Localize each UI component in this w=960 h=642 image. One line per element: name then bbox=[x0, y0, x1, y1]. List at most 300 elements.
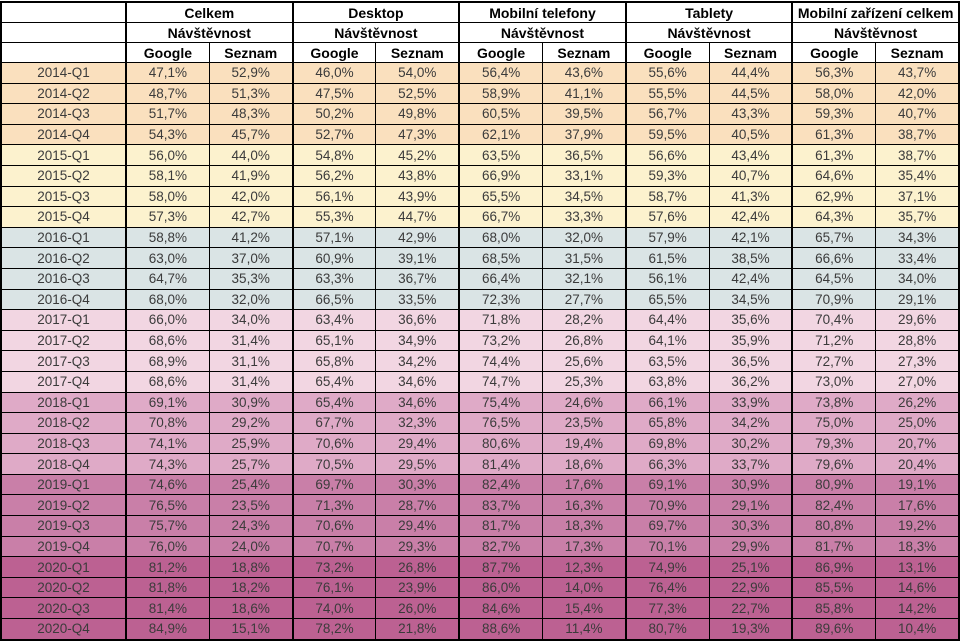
value-cell: 43,6% bbox=[542, 63, 625, 84]
value-cell: 34,2% bbox=[376, 351, 459, 372]
value-cell: 23,5% bbox=[209, 495, 292, 516]
value-cell: 64,3% bbox=[792, 207, 875, 228]
row-label: 2014-Q3 bbox=[1, 104, 126, 125]
value-cell: 36,7% bbox=[376, 268, 459, 289]
value-cell: 44,5% bbox=[709, 83, 792, 104]
value-cell: 54,3% bbox=[126, 124, 209, 145]
value-cell: 74,1% bbox=[126, 433, 209, 454]
value-cell: 56,1% bbox=[626, 268, 709, 289]
value-cell: 20,4% bbox=[876, 454, 959, 475]
value-cell: 58,0% bbox=[792, 83, 875, 104]
value-cell: 18,2% bbox=[209, 577, 292, 598]
table-row bbox=[1, 104, 959, 125]
value-cell: 29,4% bbox=[376, 433, 459, 454]
value-cell: 84,9% bbox=[126, 619, 209, 640]
value-cell: 65,8% bbox=[293, 351, 376, 372]
value-cell: 29,5% bbox=[376, 454, 459, 475]
value-cell: 13,1% bbox=[876, 557, 959, 578]
value-cell: 63,3% bbox=[293, 268, 376, 289]
value-cell: 18,6% bbox=[209, 598, 292, 619]
value-cell: 17,6% bbox=[876, 495, 959, 516]
value-cell: 47,3% bbox=[376, 124, 459, 145]
value-cell: 70,5% bbox=[293, 454, 376, 475]
value-cell: 42,1% bbox=[709, 227, 792, 248]
value-cell: 85,5% bbox=[792, 577, 875, 598]
value-cell: 24,6% bbox=[542, 392, 625, 413]
value-cell: 25,1% bbox=[709, 557, 792, 578]
value-cell: 34,5% bbox=[709, 289, 792, 310]
value-cell: 41,1% bbox=[542, 83, 625, 104]
engine-header-google: Google bbox=[792, 43, 875, 63]
value-cell: 81,7% bbox=[792, 536, 875, 557]
value-cell: 57,1% bbox=[293, 227, 376, 248]
value-cell: 18,8% bbox=[209, 557, 292, 578]
value-cell: 36,5% bbox=[709, 351, 792, 372]
engine-header-google: Google bbox=[459, 43, 542, 63]
value-cell: 28,2% bbox=[542, 310, 625, 331]
value-cell: 35,7% bbox=[876, 207, 959, 228]
value-cell: 70,6% bbox=[293, 516, 376, 537]
row-label: 2014-Q2 bbox=[1, 83, 126, 104]
value-cell: 80,7% bbox=[626, 619, 709, 640]
value-cell: 71,3% bbox=[293, 495, 376, 516]
value-cell: 50,2% bbox=[293, 104, 376, 125]
value-cell: 69,7% bbox=[626, 516, 709, 537]
value-cell: 69,1% bbox=[126, 392, 209, 413]
value-cell: 29,1% bbox=[876, 289, 959, 310]
row-label: 2015-Q3 bbox=[1, 186, 126, 207]
value-cell: 80,6% bbox=[459, 433, 542, 454]
value-cell: 24,0% bbox=[209, 536, 292, 557]
value-cell: 25,0% bbox=[876, 413, 959, 434]
value-cell: 79,6% bbox=[792, 454, 875, 475]
table-row bbox=[1, 413, 959, 434]
value-cell: 65,5% bbox=[626, 289, 709, 310]
value-cell: 81,7% bbox=[459, 516, 542, 537]
table-row bbox=[1, 310, 959, 331]
value-cell: 43,9% bbox=[376, 186, 459, 207]
value-cell: 43,4% bbox=[709, 145, 792, 166]
value-cell: 68,9% bbox=[126, 351, 209, 372]
value-cell: 79,3% bbox=[792, 433, 875, 454]
value-cell: 38,7% bbox=[876, 145, 959, 166]
value-cell: 30,2% bbox=[709, 433, 792, 454]
row-label: 2014-Q1 bbox=[1, 63, 126, 84]
value-cell: 48,7% bbox=[126, 83, 209, 104]
value-cell: 52,5% bbox=[376, 83, 459, 104]
value-cell: 41,3% bbox=[709, 186, 792, 207]
value-cell: 30,9% bbox=[209, 392, 292, 413]
value-cell: 64,4% bbox=[626, 310, 709, 331]
value-cell: 32,1% bbox=[542, 268, 625, 289]
row-label: 2015-Q1 bbox=[1, 145, 126, 166]
value-cell: 71,2% bbox=[792, 330, 875, 351]
row-label: 2018-Q2 bbox=[1, 413, 126, 434]
value-cell: 27,0% bbox=[876, 371, 959, 392]
value-cell: 82,7% bbox=[459, 536, 542, 557]
value-cell: 69,8% bbox=[626, 433, 709, 454]
value-cell: 76,5% bbox=[459, 413, 542, 434]
value-cell: 51,7% bbox=[126, 104, 209, 125]
value-cell: 26,8% bbox=[376, 557, 459, 578]
value-cell: 58,0% bbox=[126, 186, 209, 207]
value-cell: 22,9% bbox=[709, 577, 792, 598]
value-cell: 33,9% bbox=[709, 392, 792, 413]
table-row bbox=[1, 124, 959, 145]
table-row bbox=[1, 248, 959, 269]
row-label: 2017-Q2 bbox=[1, 330, 126, 351]
table-row bbox=[1, 392, 959, 413]
row-label: 2020-Q4 bbox=[1, 619, 126, 640]
table-row bbox=[1, 474, 959, 495]
value-cell: 73,8% bbox=[792, 392, 875, 413]
value-cell: 14,2% bbox=[876, 598, 959, 619]
value-cell: 17,3% bbox=[542, 536, 625, 557]
value-cell: 30,3% bbox=[709, 516, 792, 537]
row-label: 2019-Q2 bbox=[1, 495, 126, 516]
value-cell: 54,8% bbox=[293, 145, 376, 166]
value-cell: 77,3% bbox=[626, 598, 709, 619]
value-cell: 58,1% bbox=[126, 165, 209, 186]
value-cell: 14,6% bbox=[876, 577, 959, 598]
value-cell: 74,6% bbox=[126, 474, 209, 495]
value-cell: 59,5% bbox=[626, 124, 709, 145]
value-cell: 61,3% bbox=[792, 124, 875, 145]
value-cell: 74,9% bbox=[626, 557, 709, 578]
value-cell: 65,1% bbox=[293, 330, 376, 351]
value-cell: 37,9% bbox=[542, 124, 625, 145]
value-cell: 72,7% bbox=[792, 351, 875, 372]
value-cell: 16,3% bbox=[542, 495, 625, 516]
table-header bbox=[1, 2, 959, 63]
value-cell: 28,7% bbox=[376, 495, 459, 516]
value-cell: 19,4% bbox=[542, 433, 625, 454]
value-cell: 81,4% bbox=[126, 598, 209, 619]
value-cell: 65,5% bbox=[459, 186, 542, 207]
value-cell: 36,2% bbox=[709, 371, 792, 392]
value-cell: 56,6% bbox=[626, 145, 709, 166]
value-cell: 39,5% bbox=[542, 104, 625, 125]
value-cell: 72,3% bbox=[459, 289, 542, 310]
value-cell: 38,7% bbox=[876, 124, 959, 145]
engine-header-seznam: Seznam bbox=[542, 43, 625, 63]
value-cell: 20,7% bbox=[876, 433, 959, 454]
subheader-navstevnost: Návštěvnost bbox=[293, 23, 460, 43]
row-label: 2020-Q2 bbox=[1, 577, 126, 598]
value-cell: 35,4% bbox=[876, 165, 959, 186]
value-cell: 23,5% bbox=[542, 413, 625, 434]
value-cell: 43,7% bbox=[876, 63, 959, 84]
value-cell: 52,9% bbox=[209, 63, 292, 84]
value-cell: 70,9% bbox=[792, 289, 875, 310]
group-header-desktop: Desktop bbox=[293, 2, 460, 23]
row-label: 2017-Q4 bbox=[1, 371, 126, 392]
row-label: 2018-Q3 bbox=[1, 433, 126, 454]
value-cell: 36,6% bbox=[376, 310, 459, 331]
value-cell: 68,5% bbox=[459, 248, 542, 269]
engine-header-google: Google bbox=[626, 43, 709, 63]
value-cell: 42,7% bbox=[209, 207, 292, 228]
value-cell: 76,1% bbox=[293, 577, 376, 598]
value-cell: 42,9% bbox=[376, 227, 459, 248]
subheader-navstevnost: Návštěvnost bbox=[126, 23, 293, 43]
value-cell: 70,8% bbox=[126, 413, 209, 434]
value-cell: 56,7% bbox=[626, 104, 709, 125]
value-cell: 40,7% bbox=[876, 104, 959, 125]
value-cell: 58,9% bbox=[459, 83, 542, 104]
value-cell: 65,4% bbox=[293, 392, 376, 413]
value-cell: 29,6% bbox=[876, 310, 959, 331]
corner-cell bbox=[1, 2, 126, 23]
value-cell: 25,7% bbox=[209, 454, 292, 475]
value-cell: 33,7% bbox=[709, 454, 792, 475]
value-cell: 59,3% bbox=[792, 104, 875, 125]
value-cell: 84,6% bbox=[459, 598, 542, 619]
value-cell: 73,0% bbox=[792, 371, 875, 392]
value-cell: 67,7% bbox=[293, 413, 376, 434]
group-header-mobilni-zarizeni-celkem: Mobilní zařízení celkem bbox=[792, 2, 959, 23]
value-cell: 56,2% bbox=[293, 165, 376, 186]
table-row bbox=[1, 495, 959, 516]
engine-header-seznam: Seznam bbox=[709, 43, 792, 63]
value-cell: 82,4% bbox=[792, 495, 875, 516]
value-cell: 61,5% bbox=[626, 248, 709, 269]
row-label: 2019-Q3 bbox=[1, 516, 126, 537]
value-cell: 80,8% bbox=[792, 516, 875, 537]
table-row bbox=[1, 454, 959, 475]
value-cell: 83,7% bbox=[459, 495, 542, 516]
value-cell: 48,3% bbox=[209, 104, 292, 125]
value-cell: 18,3% bbox=[876, 536, 959, 557]
engine-header-google: Google bbox=[126, 43, 209, 63]
value-cell: 25,6% bbox=[542, 351, 625, 372]
table-row bbox=[1, 268, 959, 289]
value-cell: 41,2% bbox=[209, 227, 292, 248]
value-cell: 87,7% bbox=[459, 557, 542, 578]
table-row bbox=[1, 598, 959, 619]
value-cell: 45,7% bbox=[209, 124, 292, 145]
value-cell: 45,2% bbox=[376, 145, 459, 166]
engine-header-seznam: Seznam bbox=[209, 43, 292, 63]
value-cell: 25,3% bbox=[542, 371, 625, 392]
value-cell: 58,7% bbox=[626, 186, 709, 207]
value-cell: 68,0% bbox=[126, 289, 209, 310]
row-label: 2016-Q3 bbox=[1, 268, 126, 289]
table-row bbox=[1, 63, 959, 84]
value-cell: 15,1% bbox=[209, 619, 292, 640]
value-cell: 70,9% bbox=[626, 495, 709, 516]
value-cell: 73,2% bbox=[293, 557, 376, 578]
subheader-navstevnost: Návštěvnost bbox=[626, 23, 793, 43]
value-cell: 43,8% bbox=[376, 165, 459, 186]
value-cell: 85,8% bbox=[792, 598, 875, 619]
value-cell: 58,8% bbox=[126, 227, 209, 248]
row-label: 2020-Q3 bbox=[1, 598, 126, 619]
value-cell: 66,7% bbox=[459, 207, 542, 228]
group-header-tablety: Tablety bbox=[626, 2, 793, 23]
table-row bbox=[1, 516, 959, 537]
row-label: 2020-Q1 bbox=[1, 557, 126, 578]
value-cell: 34,9% bbox=[376, 330, 459, 351]
value-cell: 35,6% bbox=[709, 310, 792, 331]
value-cell: 15,4% bbox=[542, 598, 625, 619]
value-cell: 24,3% bbox=[209, 516, 292, 537]
group-header-mobilni-telefony: Mobilní telefony bbox=[459, 2, 626, 23]
value-cell: 89,6% bbox=[792, 619, 875, 640]
value-cell: 34,0% bbox=[209, 310, 292, 331]
value-cell: 86,0% bbox=[459, 577, 542, 598]
value-cell: 39,1% bbox=[376, 248, 459, 269]
value-cell: 34,0% bbox=[876, 268, 959, 289]
value-cell: 62,9% bbox=[792, 186, 875, 207]
value-cell: 22,7% bbox=[709, 598, 792, 619]
value-cell: 56,4% bbox=[459, 63, 542, 84]
group-header-row bbox=[1, 2, 959, 23]
value-cell: 12,3% bbox=[542, 557, 625, 578]
value-cell: 34,6% bbox=[376, 371, 459, 392]
value-cell: 42,0% bbox=[876, 83, 959, 104]
value-cell: 81,2% bbox=[126, 557, 209, 578]
row-label: 2016-Q1 bbox=[1, 227, 126, 248]
value-cell: 75,7% bbox=[126, 516, 209, 537]
value-cell: 55,5% bbox=[626, 83, 709, 104]
value-cell: 42,4% bbox=[709, 207, 792, 228]
table-row bbox=[1, 207, 959, 228]
value-cell: 76,0% bbox=[126, 536, 209, 557]
value-cell: 32,0% bbox=[542, 227, 625, 248]
group-header-celkem: Celkem bbox=[126, 2, 293, 23]
value-cell: 10,4% bbox=[876, 619, 959, 640]
value-cell: 29,2% bbox=[209, 413, 292, 434]
value-cell: 23,9% bbox=[376, 577, 459, 598]
row-label: 2017-Q3 bbox=[1, 351, 126, 372]
value-cell: 63,5% bbox=[626, 351, 709, 372]
row-label: 2019-Q4 bbox=[1, 536, 126, 557]
value-cell: 64,7% bbox=[126, 268, 209, 289]
value-cell: 29,1% bbox=[709, 495, 792, 516]
value-cell: 63,4% bbox=[293, 310, 376, 331]
search-share-table bbox=[0, 1, 960, 641]
value-cell: 34,6% bbox=[376, 392, 459, 413]
table-row bbox=[1, 145, 959, 166]
value-cell: 82,4% bbox=[459, 474, 542, 495]
value-cell: 26,8% bbox=[542, 330, 625, 351]
corner-cell bbox=[1, 43, 126, 63]
value-cell: 62,1% bbox=[459, 124, 542, 145]
value-cell: 35,9% bbox=[709, 330, 792, 351]
value-cell: 81,8% bbox=[126, 577, 209, 598]
row-label: 2017-Q1 bbox=[1, 310, 126, 331]
table-row bbox=[1, 330, 959, 351]
value-cell: 29,9% bbox=[709, 536, 792, 557]
value-cell: 68,0% bbox=[459, 227, 542, 248]
value-cell: 38,5% bbox=[709, 248, 792, 269]
engine-header-seznam: Seznam bbox=[376, 43, 459, 63]
value-cell: 66,0% bbox=[126, 310, 209, 331]
value-cell: 55,6% bbox=[626, 63, 709, 84]
value-cell: 64,5% bbox=[792, 268, 875, 289]
value-cell: 66,9% bbox=[459, 165, 542, 186]
subheader-row bbox=[1, 23, 959, 43]
row-label: 2019-Q1 bbox=[1, 474, 126, 495]
value-cell: 30,3% bbox=[376, 474, 459, 495]
value-cell: 65,8% bbox=[626, 413, 709, 434]
value-cell: 78,2% bbox=[293, 619, 376, 640]
value-cell: 44,0% bbox=[209, 145, 292, 166]
value-cell: 69,1% bbox=[626, 474, 709, 495]
value-cell: 63,5% bbox=[459, 145, 542, 166]
value-cell: 76,4% bbox=[626, 577, 709, 598]
table-row bbox=[1, 186, 959, 207]
table-row bbox=[1, 371, 959, 392]
value-cell: 34,5% bbox=[542, 186, 625, 207]
row-label: 2018-Q1 bbox=[1, 392, 126, 413]
value-cell: 33,5% bbox=[376, 289, 459, 310]
value-cell: 33,4% bbox=[876, 248, 959, 269]
value-cell: 75,0% bbox=[792, 413, 875, 434]
value-cell: 42,0% bbox=[209, 186, 292, 207]
value-cell: 64,1% bbox=[626, 330, 709, 351]
value-cell: 32,3% bbox=[376, 413, 459, 434]
row-label: 2016-Q4 bbox=[1, 289, 126, 310]
value-cell: 74,4% bbox=[459, 351, 542, 372]
value-cell: 35,3% bbox=[209, 268, 292, 289]
value-cell: 31,4% bbox=[209, 330, 292, 351]
value-cell: 68,6% bbox=[126, 371, 209, 392]
value-cell: 57,3% bbox=[126, 207, 209, 228]
value-cell: 60,5% bbox=[459, 104, 542, 125]
value-cell: 14,0% bbox=[542, 577, 625, 598]
value-cell: 37,1% bbox=[876, 186, 959, 207]
value-cell: 86,9% bbox=[792, 557, 875, 578]
value-cell: 70,4% bbox=[792, 310, 875, 331]
value-cell: 26,2% bbox=[876, 392, 959, 413]
value-cell: 76,5% bbox=[126, 495, 209, 516]
value-cell: 46,0% bbox=[293, 63, 376, 84]
value-cell: 68,6% bbox=[126, 330, 209, 351]
value-cell: 66,5% bbox=[293, 289, 376, 310]
value-cell: 31,1% bbox=[209, 351, 292, 372]
value-cell: 19,3% bbox=[709, 619, 792, 640]
value-cell: 18,6% bbox=[542, 454, 625, 475]
value-cell: 47,5% bbox=[293, 83, 376, 104]
value-cell: 61,3% bbox=[792, 145, 875, 166]
engine-header-google: Google bbox=[293, 43, 376, 63]
value-cell: 47,1% bbox=[126, 63, 209, 84]
value-cell: 66,3% bbox=[626, 454, 709, 475]
value-cell: 75,4% bbox=[459, 392, 542, 413]
value-cell: 70,7% bbox=[293, 536, 376, 557]
value-cell: 73,2% bbox=[459, 330, 542, 351]
subheader-navstevnost: Návštěvnost bbox=[459, 23, 626, 43]
value-cell: 57,9% bbox=[626, 227, 709, 248]
value-cell: 66,1% bbox=[626, 392, 709, 413]
value-cell: 42,4% bbox=[709, 268, 792, 289]
value-cell: 60,9% bbox=[293, 248, 376, 269]
value-cell: 59,3% bbox=[626, 165, 709, 186]
value-cell: 40,5% bbox=[709, 124, 792, 145]
value-cell: 31,4% bbox=[209, 371, 292, 392]
value-cell: 64,6% bbox=[792, 165, 875, 186]
value-cell: 27,3% bbox=[876, 351, 959, 372]
value-cell: 55,3% bbox=[293, 207, 376, 228]
value-cell: 30,9% bbox=[709, 474, 792, 495]
value-cell: 27,7% bbox=[542, 289, 625, 310]
value-cell: 66,6% bbox=[792, 248, 875, 269]
value-cell: 37,0% bbox=[209, 248, 292, 269]
value-cell: 65,4% bbox=[293, 371, 376, 392]
table-row bbox=[1, 433, 959, 454]
